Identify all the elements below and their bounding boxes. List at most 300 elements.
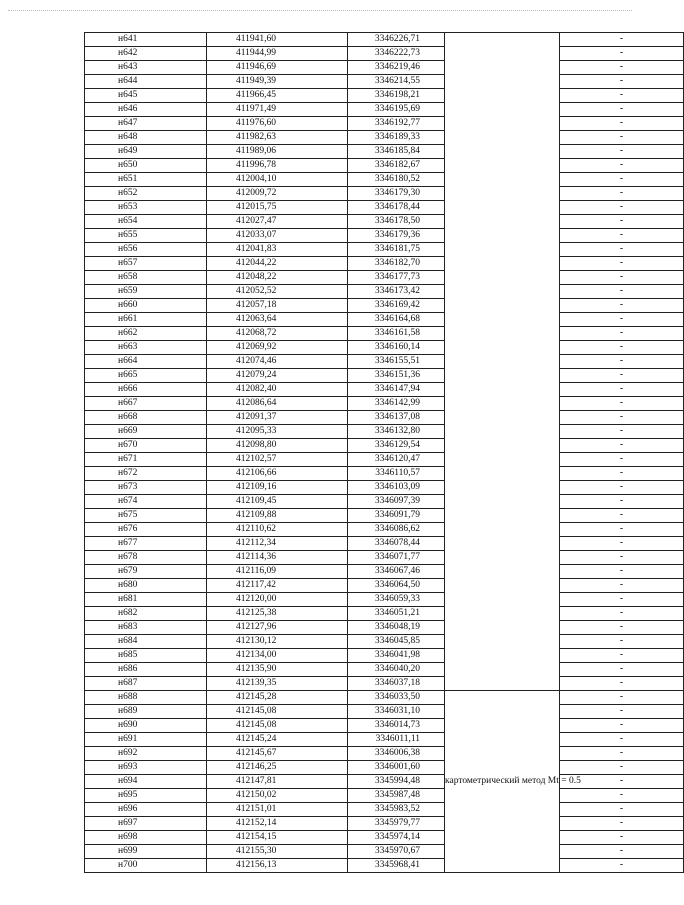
note-cell: - xyxy=(560,523,684,537)
point-name-cell: н679 xyxy=(85,565,207,579)
y-coordinate-cell: 3346179,36 xyxy=(348,229,445,243)
x-coordinate-cell: 412082,40 xyxy=(207,383,348,397)
point-name-cell: н660 xyxy=(85,299,207,313)
y-coordinate-cell: 3346161,58 xyxy=(348,327,445,341)
table-row xyxy=(85,173,684,187)
x-coordinate-cell: 412041,83 xyxy=(207,243,348,257)
note-cell: - xyxy=(560,649,684,663)
table-row xyxy=(85,257,684,271)
x-coordinate-cell: 412102,57 xyxy=(207,453,348,467)
y-coordinate-cell: 3346120,47 xyxy=(348,453,445,467)
x-coordinate-cell: 412130,12 xyxy=(207,635,348,649)
x-coordinate-cell: 412068,72 xyxy=(207,327,348,341)
note-cell: - xyxy=(560,845,684,859)
point-name-cell: н673 xyxy=(85,481,207,495)
point-name-cell: н642 xyxy=(85,47,207,61)
x-coordinate-cell: 412116,09 xyxy=(207,565,348,579)
note-cell: - xyxy=(560,271,684,285)
y-coordinate-cell: 3346198,21 xyxy=(348,89,445,103)
table-row xyxy=(85,747,684,761)
point-name-cell: н683 xyxy=(85,621,207,635)
y-coordinate-cell: 3346226,71 xyxy=(348,33,445,47)
y-coordinate-cell: 3346078,44 xyxy=(348,537,445,551)
x-coordinate-cell: 412004,10 xyxy=(207,173,348,187)
x-coordinate-cell: 412145,08 xyxy=(207,719,348,733)
y-coordinate-cell: 3346179,30 xyxy=(348,187,445,201)
note-cell: - xyxy=(560,159,684,173)
point-name-cell: н652 xyxy=(85,187,207,201)
table-row xyxy=(85,481,684,495)
note-cell: - xyxy=(560,565,684,579)
coordinates-table-body xyxy=(85,33,684,873)
note-cell: - xyxy=(560,61,684,75)
table-row xyxy=(85,131,684,145)
x-coordinate-cell: 411982,63 xyxy=(207,131,348,145)
point-name-cell: н685 xyxy=(85,649,207,663)
table-row xyxy=(85,117,684,131)
x-coordinate-cell: 411989,06 xyxy=(207,145,348,159)
table-row xyxy=(85,761,684,775)
y-coordinate-cell: 3346031,10 xyxy=(348,705,445,719)
y-coordinate-cell: 3346045,85 xyxy=(348,635,445,649)
y-coordinate-cell: 3346180,52 xyxy=(348,173,445,187)
y-coordinate-cell: 3346192,77 xyxy=(348,117,445,131)
y-coordinate-cell: 3346151,36 xyxy=(348,369,445,383)
point-name-cell: н696 xyxy=(85,803,207,817)
note-cell: - xyxy=(560,327,684,341)
y-coordinate-cell: 3346041,98 xyxy=(348,649,445,663)
x-coordinate-cell: 412091,37 xyxy=(207,411,348,425)
point-name-cell: н643 xyxy=(85,61,207,75)
y-coordinate-cell: 3346185,84 xyxy=(348,145,445,159)
point-name-cell: н647 xyxy=(85,117,207,131)
y-coordinate-cell: 3346195,69 xyxy=(348,103,445,117)
note-cell: - xyxy=(560,607,684,621)
point-name-cell: н698 xyxy=(85,831,207,845)
table-row xyxy=(85,691,684,705)
point-name-cell: н666 xyxy=(85,383,207,397)
table-row xyxy=(85,285,684,299)
table-row xyxy=(85,341,684,355)
y-coordinate-cell: 3346097,39 xyxy=(348,495,445,509)
x-coordinate-cell: 412139,35 xyxy=(207,677,348,691)
x-coordinate-cell: 412086,64 xyxy=(207,397,348,411)
table-row xyxy=(85,803,684,817)
x-coordinate-cell: 412033,07 xyxy=(207,229,348,243)
note-cell: - xyxy=(560,341,684,355)
note-cell: - xyxy=(560,243,684,257)
note-cell: - xyxy=(560,257,684,271)
point-name-cell: н690 xyxy=(85,719,207,733)
note-cell: - xyxy=(560,509,684,523)
note-cell: - xyxy=(560,803,684,817)
x-coordinate-cell: 412110,62 xyxy=(207,523,348,537)
x-coordinate-cell: 412015,75 xyxy=(207,201,348,215)
x-coordinate-cell: 412147,81 xyxy=(207,775,348,789)
y-coordinate-cell: 3346006,38 xyxy=(348,747,445,761)
note-cell: - xyxy=(560,439,684,453)
point-name-cell: н664 xyxy=(85,355,207,369)
y-coordinate-cell: 3345983,52 xyxy=(348,803,445,817)
note-cell: - xyxy=(560,215,684,229)
x-coordinate-cell: 412109,45 xyxy=(207,495,348,509)
point-name-cell: н700 xyxy=(85,859,207,873)
x-coordinate-cell: 412134,00 xyxy=(207,649,348,663)
table-row xyxy=(85,313,684,327)
x-coordinate-cell: 412117,42 xyxy=(207,579,348,593)
note-cell: - xyxy=(560,789,684,803)
y-coordinate-cell: 3346132,80 xyxy=(348,425,445,439)
note-cell: - xyxy=(560,313,684,327)
x-coordinate-cell: 412120,00 xyxy=(207,593,348,607)
note-cell: - xyxy=(560,747,684,761)
point-name-cell: н661 xyxy=(85,313,207,327)
table-row xyxy=(85,271,684,285)
point-name-cell: н669 xyxy=(85,425,207,439)
point-name-cell: н654 xyxy=(85,215,207,229)
note-cell: - xyxy=(560,117,684,131)
note-cell: - xyxy=(560,411,684,425)
point-name-cell: н644 xyxy=(85,75,207,89)
table-row xyxy=(85,75,684,89)
note-cell: - xyxy=(560,705,684,719)
note-cell: - xyxy=(560,299,684,313)
table-row xyxy=(85,215,684,229)
y-coordinate-cell: 3346177,73 xyxy=(348,271,445,285)
note-cell: - xyxy=(560,495,684,509)
table-row xyxy=(85,831,684,845)
table-row xyxy=(85,859,684,873)
y-coordinate-cell: 3345970,67 xyxy=(348,845,445,859)
note-cell: - xyxy=(560,593,684,607)
note-cell: - xyxy=(560,733,684,747)
x-coordinate-cell: 412145,08 xyxy=(207,705,348,719)
point-name-cell: н653 xyxy=(85,201,207,215)
y-coordinate-cell: 3346037,18 xyxy=(348,677,445,691)
x-coordinate-cell: 412069,92 xyxy=(207,341,348,355)
y-coordinate-cell: 3346181,75 xyxy=(348,243,445,257)
point-name-cell: н691 xyxy=(85,733,207,747)
x-coordinate-cell: 412027,47 xyxy=(207,215,348,229)
y-coordinate-cell: 3346011,11 xyxy=(348,733,445,747)
table-row xyxy=(85,439,684,453)
table-row xyxy=(85,327,684,341)
table-row xyxy=(85,411,684,425)
point-name-cell: н695 xyxy=(85,789,207,803)
table-row xyxy=(85,817,684,831)
table-row xyxy=(85,565,684,579)
note-cell: - xyxy=(560,131,684,145)
table-row xyxy=(85,719,684,733)
x-coordinate-cell: 412125,38 xyxy=(207,607,348,621)
table-row xyxy=(85,509,684,523)
point-name-cell: н674 xyxy=(85,495,207,509)
point-name-cell: н645 xyxy=(85,89,207,103)
note-cell: - xyxy=(560,481,684,495)
y-coordinate-cell: 3346059,33 xyxy=(348,593,445,607)
table-row xyxy=(85,635,684,649)
y-coordinate-cell: 3346091,79 xyxy=(348,509,445,523)
note-cell: - xyxy=(560,187,684,201)
y-coordinate-cell: 3346051,21 xyxy=(348,607,445,621)
table-row xyxy=(85,299,684,313)
x-coordinate-cell: 412127,96 xyxy=(207,621,348,635)
x-coordinate-cell: 411966,45 xyxy=(207,89,348,103)
table-row xyxy=(85,677,684,691)
table-row xyxy=(85,243,684,257)
table-row xyxy=(85,145,684,159)
point-name-cell: н676 xyxy=(85,523,207,537)
x-coordinate-cell: 412109,16 xyxy=(207,481,348,495)
point-name-cell: н692 xyxy=(85,747,207,761)
method-cell: картометрический метод Mt = 0.5 xyxy=(445,691,560,873)
x-coordinate-cell: 412057,18 xyxy=(207,299,348,313)
x-coordinate-cell: 412106,66 xyxy=(207,467,348,481)
point-name-cell: н656 xyxy=(85,243,207,257)
x-coordinate-cell: 412109,88 xyxy=(207,509,348,523)
x-coordinate-cell: 411944,99 xyxy=(207,47,348,61)
table-row xyxy=(85,467,684,481)
table-row xyxy=(85,369,684,383)
x-coordinate-cell: 412145,67 xyxy=(207,747,348,761)
table-row xyxy=(85,579,684,593)
table-row xyxy=(85,663,684,677)
y-coordinate-cell: 3345979,77 xyxy=(348,817,445,831)
note-cell: - xyxy=(560,285,684,299)
point-name-cell: н665 xyxy=(85,369,207,383)
table-row xyxy=(85,621,684,635)
table-row xyxy=(85,355,684,369)
point-name-cell: н677 xyxy=(85,537,207,551)
note-cell: - xyxy=(560,691,684,705)
note-cell: - xyxy=(560,859,684,873)
point-name-cell: н686 xyxy=(85,663,207,677)
table-row xyxy=(85,383,684,397)
table-row xyxy=(85,33,684,47)
y-coordinate-cell: 3346160,14 xyxy=(348,341,445,355)
y-coordinate-cell: 3346040,20 xyxy=(348,663,445,677)
table-row xyxy=(85,425,684,439)
note-cell: - xyxy=(560,817,684,831)
y-coordinate-cell: 3346178,50 xyxy=(348,215,445,229)
y-coordinate-cell: 3346182,67 xyxy=(348,159,445,173)
y-coordinate-cell: 3346064,50 xyxy=(348,579,445,593)
y-coordinate-cell: 3346178,44 xyxy=(348,201,445,215)
table-row xyxy=(85,607,684,621)
y-coordinate-cell: 3346214,55 xyxy=(348,75,445,89)
note-cell: - xyxy=(560,775,684,789)
table-row xyxy=(85,593,684,607)
x-coordinate-cell: 412052,52 xyxy=(207,285,348,299)
point-name-cell: н648 xyxy=(85,131,207,145)
x-coordinate-cell: 411996,78 xyxy=(207,159,348,173)
table-row xyxy=(85,733,684,747)
x-coordinate-cell: 411941,60 xyxy=(207,33,348,47)
y-coordinate-cell: 3346129,54 xyxy=(348,439,445,453)
table-row xyxy=(85,495,684,509)
note-cell: - xyxy=(560,761,684,775)
y-coordinate-cell: 3346014,73 xyxy=(348,719,445,733)
y-coordinate-cell: 3345968,41 xyxy=(348,859,445,873)
note-cell: - xyxy=(560,537,684,551)
note-cell: - xyxy=(560,75,684,89)
x-coordinate-cell: 412098,80 xyxy=(207,439,348,453)
point-name-cell: н646 xyxy=(85,103,207,117)
coordinates-table xyxy=(84,32,684,873)
point-name-cell: н649 xyxy=(85,145,207,159)
table-row xyxy=(85,523,684,537)
point-name-cell: н659 xyxy=(85,285,207,299)
y-coordinate-cell: 3346110,57 xyxy=(348,467,445,481)
table-row xyxy=(85,649,684,663)
x-coordinate-cell: 412145,28 xyxy=(207,691,348,705)
table-row xyxy=(85,453,684,467)
table-row xyxy=(85,845,684,859)
x-coordinate-cell: 412155,30 xyxy=(207,845,348,859)
table-row xyxy=(85,229,684,243)
table-row xyxy=(85,103,684,117)
point-name-cell: н672 xyxy=(85,467,207,481)
y-coordinate-cell: 3346137,08 xyxy=(348,411,445,425)
note-cell: - xyxy=(560,453,684,467)
note-cell: - xyxy=(560,103,684,117)
note-cell: - xyxy=(560,551,684,565)
x-coordinate-cell: 412135,90 xyxy=(207,663,348,677)
y-coordinate-cell: 3346142,99 xyxy=(348,397,445,411)
y-coordinate-cell: 3346219,46 xyxy=(348,61,445,75)
note-cell: - xyxy=(560,33,684,47)
table-row xyxy=(85,775,684,789)
table-row xyxy=(85,61,684,75)
point-name-cell: н662 xyxy=(85,327,207,341)
x-coordinate-cell: 412114,36 xyxy=(207,551,348,565)
x-coordinate-cell: 412145,24 xyxy=(207,733,348,747)
y-coordinate-cell: 3346071,77 xyxy=(348,551,445,565)
point-name-cell: н671 xyxy=(85,453,207,467)
x-coordinate-cell: 412156,13 xyxy=(207,859,348,873)
note-cell: - xyxy=(560,47,684,61)
y-coordinate-cell: 3346155,51 xyxy=(348,355,445,369)
point-name-cell: н668 xyxy=(85,411,207,425)
note-cell: - xyxy=(560,201,684,215)
note-cell: - xyxy=(560,579,684,593)
y-coordinate-cell: 3346048,19 xyxy=(348,621,445,635)
table-row xyxy=(85,89,684,103)
note-cell: - xyxy=(560,145,684,159)
scan-edge-line xyxy=(8,10,632,12)
point-name-cell: н667 xyxy=(85,397,207,411)
x-coordinate-cell: 412044,22 xyxy=(207,257,348,271)
note-cell: - xyxy=(560,663,684,677)
note-cell: - xyxy=(560,229,684,243)
table-row xyxy=(85,47,684,61)
point-name-cell: н684 xyxy=(85,635,207,649)
x-coordinate-cell: 412150,02 xyxy=(207,789,348,803)
y-coordinate-cell: 3346164,68 xyxy=(348,313,445,327)
table-row xyxy=(85,789,684,803)
note-cell: - xyxy=(560,635,684,649)
x-coordinate-cell: 411946,69 xyxy=(207,61,348,75)
y-coordinate-cell: 3345974,14 xyxy=(348,831,445,845)
point-name-cell: н678 xyxy=(85,551,207,565)
point-name-cell: н651 xyxy=(85,173,207,187)
point-name-cell: н641 xyxy=(85,33,207,47)
point-name-cell: н657 xyxy=(85,257,207,271)
x-coordinate-cell: 411949,39 xyxy=(207,75,348,89)
table-row xyxy=(85,551,684,565)
method-cell xyxy=(445,33,560,691)
point-name-cell: н689 xyxy=(85,705,207,719)
x-coordinate-cell: 411971,49 xyxy=(207,103,348,117)
y-coordinate-cell: 3346222,73 xyxy=(348,47,445,61)
x-coordinate-cell: 412152,14 xyxy=(207,817,348,831)
x-coordinate-cell: 412079,24 xyxy=(207,369,348,383)
note-cell: - xyxy=(560,173,684,187)
point-name-cell: н687 xyxy=(85,677,207,691)
note-cell: - xyxy=(560,355,684,369)
y-coordinate-cell: 3346103,09 xyxy=(348,481,445,495)
point-name-cell: н688 xyxy=(85,691,207,705)
x-coordinate-cell: 412063,64 xyxy=(207,313,348,327)
x-coordinate-cell: 412154,15 xyxy=(207,831,348,845)
point-name-cell: н658 xyxy=(85,271,207,285)
y-coordinate-cell: 3346001,60 xyxy=(348,761,445,775)
table-row xyxy=(85,537,684,551)
x-coordinate-cell: 412112,34 xyxy=(207,537,348,551)
x-coordinate-cell: 412095,33 xyxy=(207,425,348,439)
point-name-cell: н682 xyxy=(85,607,207,621)
point-name-cell: н699 xyxy=(85,845,207,859)
point-name-cell: н663 xyxy=(85,341,207,355)
point-name-cell: н697 xyxy=(85,817,207,831)
note-cell: - xyxy=(560,425,684,439)
point-name-cell: н655 xyxy=(85,229,207,243)
x-coordinate-cell: 412146,25 xyxy=(207,761,348,775)
note-cell: - xyxy=(560,621,684,635)
y-coordinate-cell: 3346067,46 xyxy=(348,565,445,579)
y-coordinate-cell: 3346173,42 xyxy=(348,285,445,299)
y-coordinate-cell: 3345987,48 xyxy=(348,789,445,803)
y-coordinate-cell: 3346033,50 xyxy=(348,691,445,705)
note-cell: - xyxy=(560,831,684,845)
note-cell: - xyxy=(560,719,684,733)
y-coordinate-cell: 3346169,42 xyxy=(348,299,445,313)
y-coordinate-cell: 3346147,94 xyxy=(348,383,445,397)
point-name-cell: н681 xyxy=(85,593,207,607)
note-cell: - xyxy=(560,397,684,411)
note-cell: - xyxy=(560,467,684,481)
point-name-cell: н675 xyxy=(85,509,207,523)
x-coordinate-cell: 412151,01 xyxy=(207,803,348,817)
table-row xyxy=(85,201,684,215)
y-coordinate-cell: 3346086,62 xyxy=(348,523,445,537)
x-coordinate-cell: 411976,60 xyxy=(207,117,348,131)
table-row xyxy=(85,159,684,173)
point-name-cell: н680 xyxy=(85,579,207,593)
x-coordinate-cell: 412048,22 xyxy=(207,271,348,285)
table-row xyxy=(85,397,684,411)
x-coordinate-cell: 412074,46 xyxy=(207,355,348,369)
y-coordinate-cell: 3345994,48 xyxy=(348,775,445,789)
y-coordinate-cell: 3346182,70 xyxy=(348,257,445,271)
y-coordinate-cell: 3346189,33 xyxy=(348,131,445,145)
point-name-cell: н693 xyxy=(85,761,207,775)
point-name-cell: н650 xyxy=(85,159,207,173)
note-cell: - xyxy=(560,369,684,383)
note-cell: - xyxy=(560,89,684,103)
x-coordinate-cell: 412009,72 xyxy=(207,187,348,201)
table-row xyxy=(85,705,684,719)
